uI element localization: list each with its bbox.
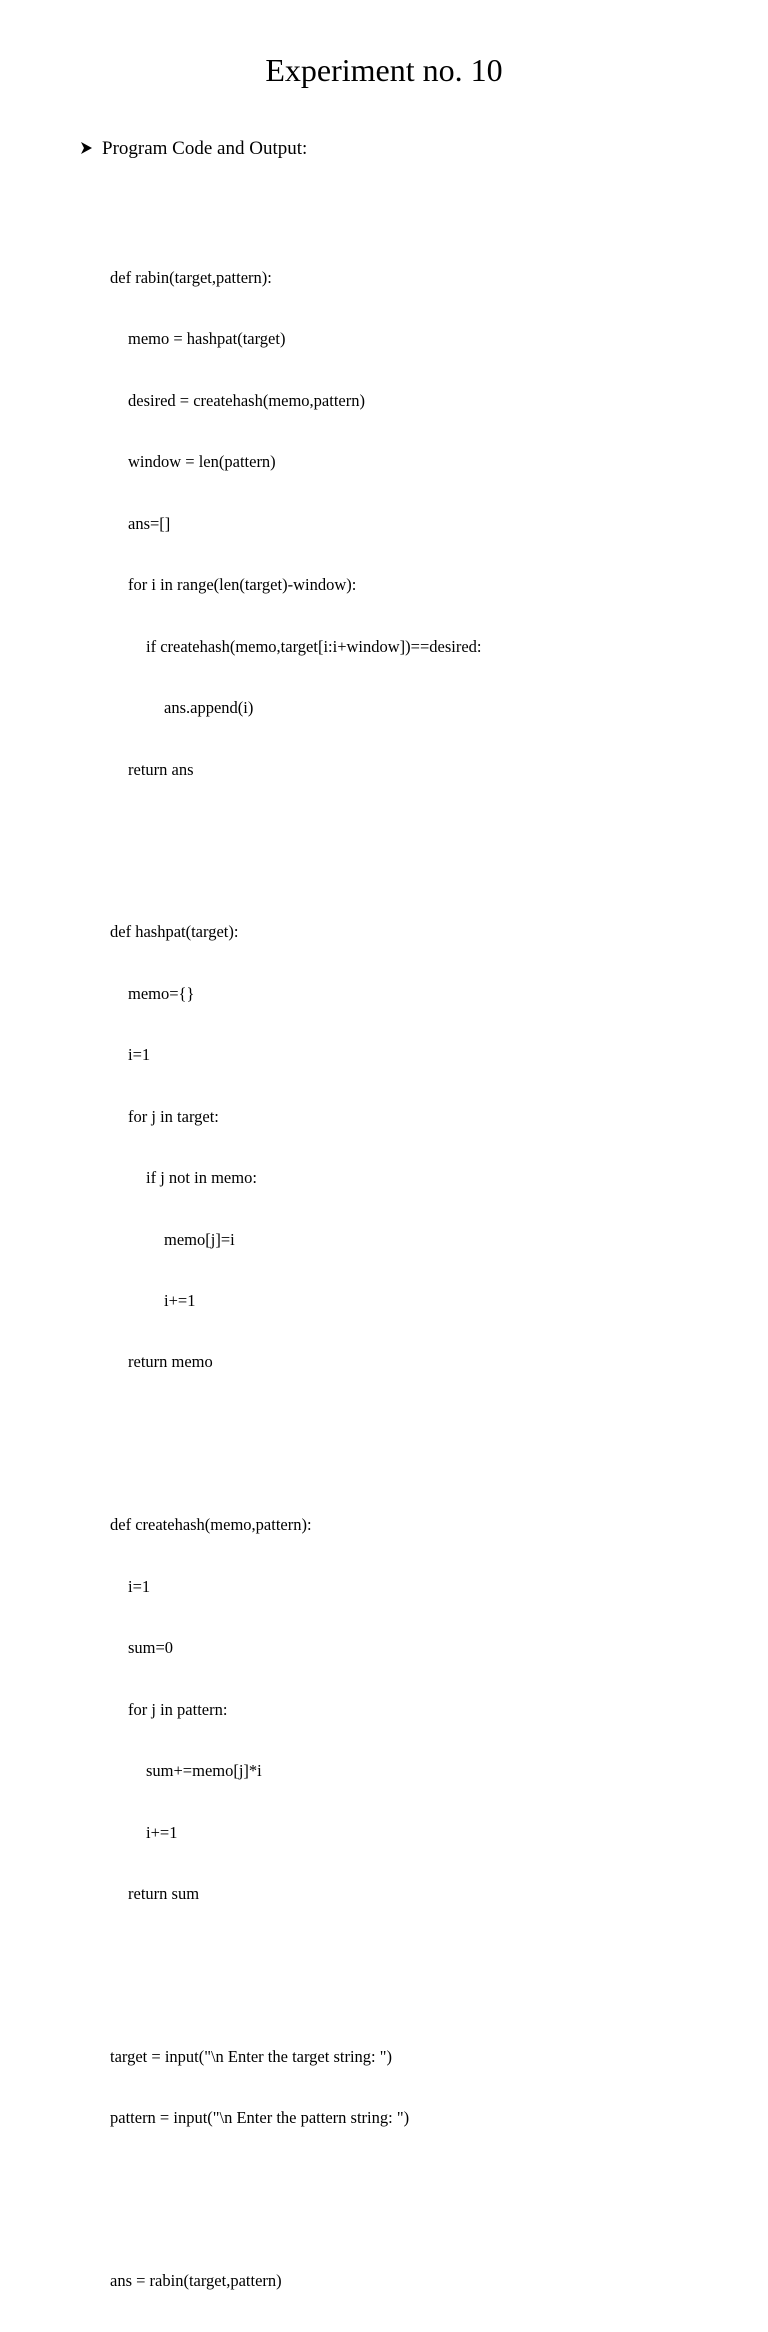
code-line: target = input("\n Enter the target string: ") (110, 2046, 392, 2066)
code-line: return ans (128, 759, 194, 779)
code-line: ans=[] (128, 513, 171, 533)
code-line: def rabin(target,pattern): (110, 268, 272, 287)
code-line: desired = createhash(memo,pattern) (128, 390, 365, 410)
blank-line (110, 2169, 482, 2190)
code-line: sum=0 (128, 1638, 174, 1658)
code-line: for j in target: (128, 1106, 219, 1126)
code-line: memo = hashpat(target) (128, 329, 286, 349)
code-line: i+=1 (164, 1291, 196, 1310)
code-line: i=1 (128, 1045, 151, 1065)
code-line: memo[j]=i (164, 1229, 235, 1249)
code-line: return sum (128, 1883, 200, 1903)
code-line: memo={} (128, 983, 195, 1003)
code-line: for i in range(len(target)-window): (128, 575, 357, 595)
code-line: def hashpat(target): (110, 922, 239, 942)
blank-line (110, 1413, 482, 1434)
code-line: def createhash(memo,pattern): (110, 1515, 312, 1535)
code-line: if j not in memo: (146, 1168, 257, 1188)
code-line: return memo (128, 1352, 213, 1372)
code-line: ans.append(i) (164, 698, 254, 718)
code-line: sum+=memo[j]*i (146, 1761, 262, 1781)
blank-line (110, 820, 482, 841)
code-line: if createhash(memo,target[i:i+window])==desired: (146, 636, 482, 656)
page-title: Experiment no. 10 (265, 52, 503, 88)
code-line: i=1 (128, 1576, 151, 1596)
section-heading (80, 137, 307, 161)
code-line: pattern = input("\n Enter the pattern string: ") (110, 2108, 410, 2128)
code-listing (110, 207, 482, 2332)
code-line: window = len(pattern) (128, 452, 276, 472)
code-line: ans = rabin(target,pattern) (110, 2271, 282, 2291)
blank-line (110, 1944, 482, 1965)
section-heading-text: Program Code and Output: (102, 138, 308, 159)
arrowhead-bullet-icon (80, 137, 102, 161)
code-line: for j in pattern: (128, 1699, 228, 1719)
code-line: i+=1 (146, 1822, 178, 1842)
